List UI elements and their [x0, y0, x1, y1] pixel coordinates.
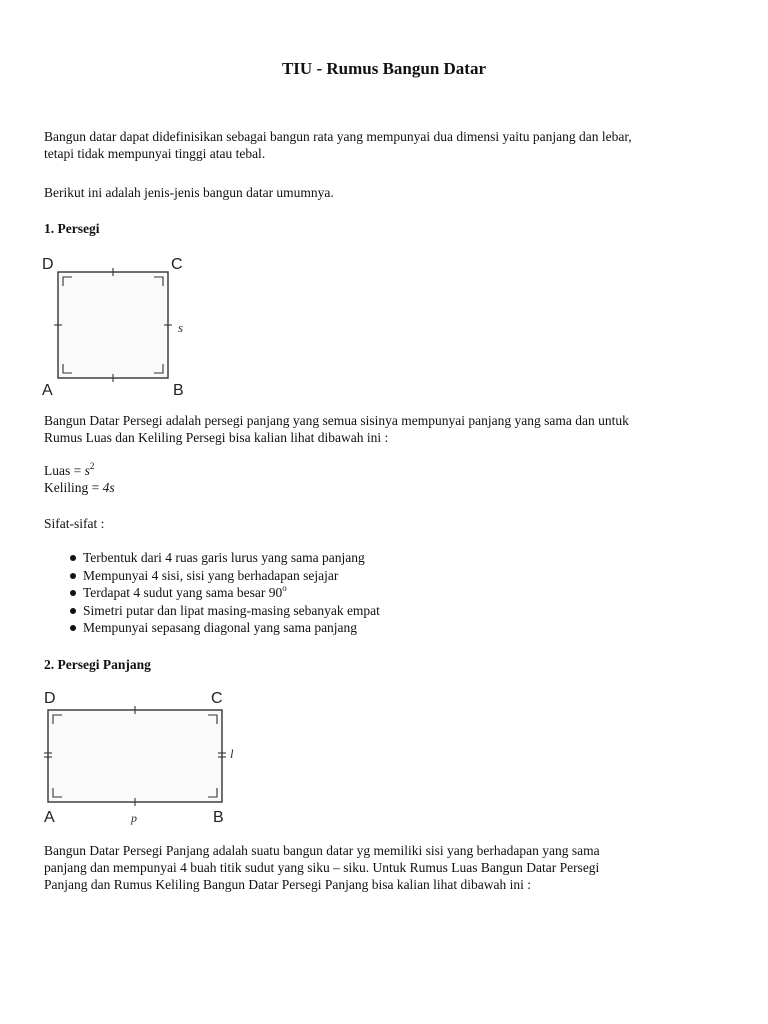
heading-persegi-panjang: 2. Persegi Panjang	[44, 657, 151, 672]
pp-desc-line-3: Panjang dan Rumus Keliling Bangun Datar Persegi Panjang bisa kalian lihat dibawah ini :	[44, 877, 532, 892]
intro-paragraph	[44, 128, 734, 162]
label-d: D	[42, 256, 54, 273]
label-a: A	[42, 382, 53, 399]
intro-line-3: Berikut ini adalah jenis-jenis bangun datar umumnya.	[44, 185, 334, 200]
list-item: Terbentuk dari 4 ruas garis lurus yang sama panjang	[44, 549, 734, 567]
luas-formula	[44, 462, 734, 479]
label-b: B	[173, 382, 184, 399]
keliling-formula	[44, 479, 734, 496]
square-shape	[58, 272, 168, 378]
label-side-p: p	[131, 811, 137, 825]
label-c: C	[171, 256, 183, 273]
bullet-icon	[70, 555, 76, 561]
persegi-desc-line-1: Bangun Datar Persegi adalah persegi panjang yang semua sisinya mempunyai panjang yang sama dan untuk	[44, 413, 629, 428]
sifat-heading: Sifat-sifat :	[44, 516, 105, 531]
keliling-var: 4s	[102, 480, 115, 495]
label-d: D	[44, 690, 56, 707]
degree-sup: o	[282, 583, 287, 593]
keliling-prefix: Keliling =	[44, 480, 103, 495]
persegi-description	[44, 412, 734, 446]
list-item: Mempunyai 4 sisi, sisi yang berhadapan sejajar	[44, 567, 734, 585]
persegi-panjang-figure	[36, 686, 251, 826]
list-item: Mempunyai sepasang diagonal yang sama panjang	[44, 619, 734, 637]
intro-line-2: tetapi tidak mempunyai tinggi atau tebal.	[44, 146, 266, 161]
sifat-list	[44, 549, 734, 637]
persegi-desc-line-2: Rumus Luas dan Keliling Persegi bisa kalian lihat dibawah ini :	[44, 430, 389, 445]
pp-desc-line-1: Bangun Datar Persegi Panjang adalah suatu bangun datar yg memiliki sisi yang berhadapan yang sama	[44, 843, 600, 858]
label-b: B	[213, 809, 224, 826]
luas-prefix: Luas =	[44, 463, 85, 478]
document-title: TIU - Rumus Bangun Datar	[281, 59, 487, 78]
bullet-icon	[70, 573, 76, 579]
persegi-formulas	[44, 462, 734, 496]
list-item: Terdapat 4 sudut yang sama besar 90$^o$	[44, 584, 734, 602]
label-a: A	[44, 809, 55, 826]
label-side-s: s	[178, 320, 184, 335]
label-side-l: l	[230, 746, 234, 761]
rectangle-shape	[48, 710, 222, 802]
persegi-figure	[36, 250, 206, 400]
label-c: C	[211, 690, 223, 707]
list-item: Simetri putar dan lipat masing-masing sebanyak empat	[44, 602, 734, 620]
pp-desc-line-2: panjang dan mempunyai 4 buah titik sudut yang siku – siku. Untuk Rumus Luas Bangun Datar Persegi	[44, 860, 600, 875]
heading-persegi: 1. Persegi	[44, 221, 100, 236]
bullet-icon	[70, 608, 76, 614]
luas-exponent: 2	[89, 461, 95, 471]
intro-line-1: Bangun datar dapat didefinisikan sebagai bangun rata yang mempunyai dua dimensi yaitu panjang dan lebar,	[44, 129, 632, 144]
bullet-icon	[70, 590, 76, 596]
bullet-icon	[70, 625, 76, 631]
luas-var: s	[84, 463, 90, 478]
persegi-panjang-description	[44, 842, 734, 893]
